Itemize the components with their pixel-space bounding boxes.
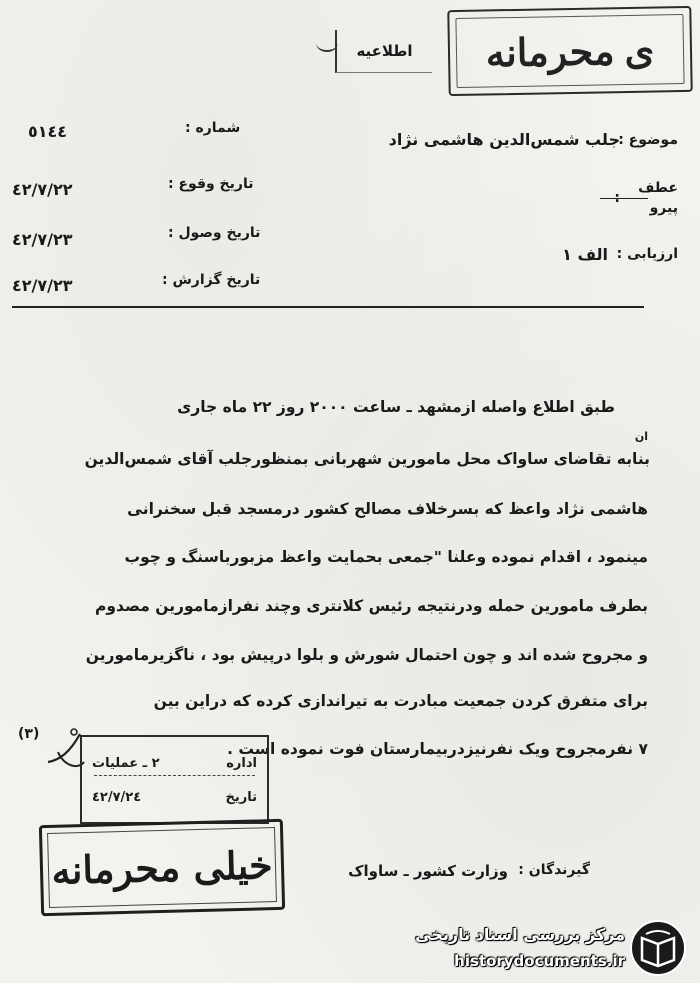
notice-label: اطلاعیه — [335, 30, 432, 73]
margin-note: ان — [634, 430, 648, 443]
subject-value: جلب شمس‌الدین هاشمی نژاد — [388, 130, 620, 149]
receipt-divider — [94, 775, 255, 776]
receipt-office-value: ٢ ـ عملیات — [92, 755, 160, 771]
receipt-row-office — [92, 749, 257, 777]
book-logo-icon — [628, 918, 688, 978]
number-label: شماره : — [185, 120, 241, 136]
receive-date-label: تاریخ وصول : — [168, 225, 261, 241]
evaluation-value: الف ١ — [562, 245, 608, 264]
event-date-label: تاریخ وقوع : — [168, 176, 254, 192]
receive-date-value: ٤٢/٧/٢٣ — [12, 230, 73, 249]
classification-text: خیلی محرمانه — [50, 842, 274, 893]
followup-colon: : — [614, 190, 620, 206]
event-date-value: ٤٢/٧/٢٢ — [12, 180, 73, 199]
body-line: مینمود ، اقدام نموده وعلنا "جمعی بحمایت واعظ مزبورباسنگ و چوب — [124, 548, 648, 566]
receipt-date-value: ٤٢/٧/٢٤ — [92, 789, 142, 805]
evaluation-label: ارزیابی : — [616, 246, 678, 262]
body-line: بطرف مامورین حمله ودرنتیجه رئیس کلانتری وچند نفرازمامورین مصدوم — [95, 597, 648, 615]
body-line: هاشمی نژاد واعظ که بسرخلاف مصالح کشور درمسجد قبل سخنرانی — [127, 500, 648, 518]
recipients-value: وزارت کشور ـ ساواک — [348, 862, 508, 880]
report-date-label: تاریخ گزارش : — [162, 272, 261, 288]
classification-text: محرمانه — [485, 27, 615, 75]
receipt-date-label: تاریخ — [225, 789, 257, 805]
subject-label: موضوع : — [618, 132, 678, 148]
report-date-value: ٤٢/٧/٢٣ — [12, 276, 73, 295]
receipt-row-date — [92, 783, 257, 811]
classification-stamp-bottom — [39, 819, 285, 916]
receipt-stamp — [80, 735, 269, 824]
body-line: ٧ نفرمجروح ویک نفرنیزدربیمارستان فوت نموده است . — [227, 740, 648, 758]
recipients-label: گیرندگان : — [518, 862, 590, 878]
followup-label-2: پیرو — [649, 200, 678, 216]
classification-stamp-top — [447, 6, 692, 96]
body-line: برای متفرق کردن جمعیت مبادرت به تیراندازی کرده که دراین بین — [153, 692, 648, 710]
handwritten-number: (٣) — [18, 726, 40, 742]
header-divider — [12, 306, 644, 308]
body-line: بنابه تقاضای ساواک محل مامورین شهربانی بمنظورجلب آقای شمس‌الدین — [84, 450, 650, 468]
classification-prefix: ی — [624, 27, 655, 73]
watermark-org-name: مرکز بررسی اسناد تاریخی — [415, 925, 625, 944]
stamp-border — [455, 14, 684, 88]
body-line: و مجروح شده اند و چون احتمال شورش ‌و ‌بلوا درپیش بود ، ناگزیرمامورین — [85, 646, 648, 664]
number-value: ٥١٤٤ — [28, 122, 68, 141]
followup-label: عطف — [638, 180, 678, 196]
stamp-border — [47, 827, 277, 908]
followup-divider — [600, 198, 648, 199]
receipt-office-label: اداره — [226, 755, 257, 771]
watermark-url: historydocuments.ir — [454, 952, 625, 970]
body-line: طبق اطلاع واصله ازمشهد ـ ساعت ٢٠٠٠ روز ٢٢ ماه جاری — [177, 398, 615, 416]
